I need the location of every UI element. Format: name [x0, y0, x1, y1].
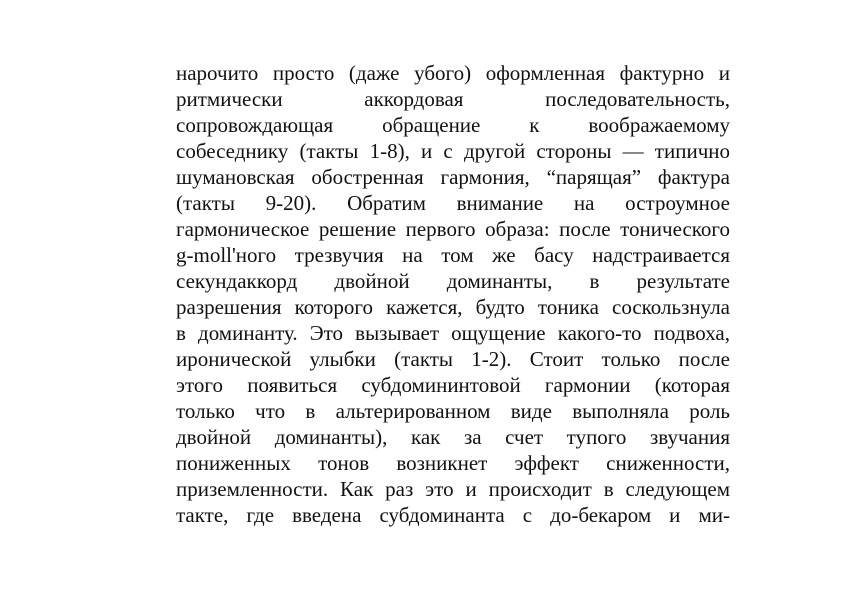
- text-line-13: этого появиться субдомининтовой гармонии (которая: [176, 373, 730, 397]
- text-line-7: гармоническое решение первого образа: после тонического: [176, 217, 730, 241]
- text-line-18: такте, где введена субдоминанта с до-бекаром и ми-: [176, 503, 730, 527]
- text-line-6: (такты 9-20). Обратим внимание на остроумное: [176, 191, 730, 215]
- text-line-17: приземленности. Как раз это и происходит в следующем: [176, 477, 730, 501]
- text-line-16: пониженных тонов возникнет эффект сниженности,: [176, 451, 730, 475]
- text-line-12: иронической улыбки (такты 1-2). Стоит только после: [176, 347, 730, 371]
- body-text: [176, 60, 730, 528]
- text-line-14: только что в альтерированном виде выполняла роль: [176, 399, 730, 423]
- text-line-4: собеседнику (такты 1-8), и с другой стороны — типично: [176, 139, 730, 163]
- text-line-10: разрешения которого кажется, будто тоника соскользнула: [176, 295, 730, 319]
- text-line-11: в доминанту. Это вызывает ощущение какого-то подвоха,: [176, 321, 730, 345]
- text-line-2: ритмически аккордовая последовательность,: [176, 87, 730, 111]
- text-line-5: шумановская обостренная гармония, “парящая” фактура: [176, 165, 730, 189]
- text-line-8: g-moll'ного трезвучия на том же басу надстраивается: [176, 243, 730, 267]
- text-line-15: двойной доминанты), как за счет тупого звучания: [176, 425, 730, 449]
- text-line-3: сопровождающая обращение к воображаемому: [176, 113, 730, 137]
- text-line-9: секундаккорд двойной доминанты, в результате: [176, 269, 730, 293]
- text-line-1: нарочито просто (даже убого) оформленная фактурно и: [176, 61, 730, 85]
